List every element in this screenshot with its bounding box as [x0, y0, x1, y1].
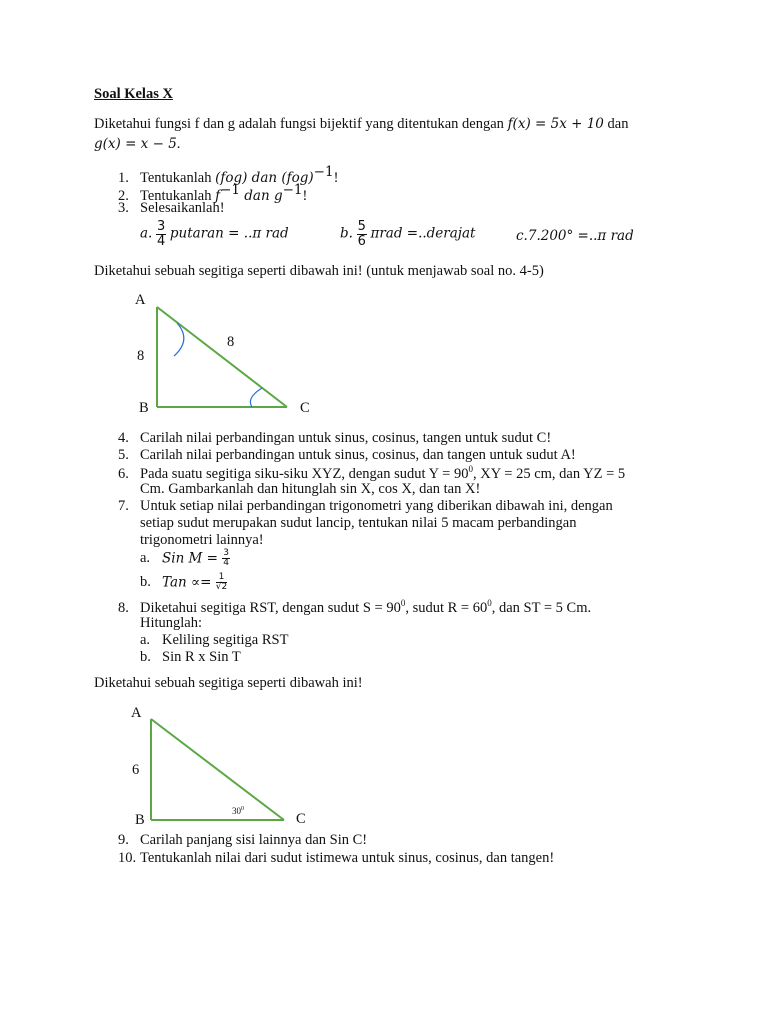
denominator: √2: [215, 582, 228, 593]
question-8: [118, 598, 591, 617]
question-text: Untuk setiap nilai perbandingan trigonometri yang diberikan dibawah ini, dengan: [140, 498, 613, 514]
numerator: 1: [216, 573, 227, 583]
question-text: Pada suatu segitiga siku-siku XYZ, dengan sudut Y = 90: [140, 465, 469, 482]
question-text-end: , dan ST = 5 Cm.: [491, 599, 592, 616]
item-label: b.: [140, 649, 151, 665]
question-text: Selesaikanlah!: [140, 200, 225, 216]
item-text: Sin R x Sin T: [162, 649, 241, 665]
question-text: Carilah nilai perbandingan untuk sinus, cosinus, tangen untuk sudut C!: [140, 430, 552, 446]
item-label: b.: [340, 225, 353, 242]
denominator: 4: [223, 558, 230, 569]
item-text: Keliling segitiga RST: [162, 632, 289, 648]
question-text: Carilah panjang sisi lainnya dan Sin C!: [140, 832, 368, 848]
question-4: [118, 430, 551, 447]
angle-c-label: [232, 806, 244, 816]
angle-value: 30: [232, 806, 241, 816]
fraction: [222, 549, 230, 569]
denominator: 4: [156, 233, 166, 249]
question-number: 1.: [118, 169, 129, 186]
angle-a-arc: [174, 323, 184, 356]
question-8-a: [140, 632, 288, 649]
question-7-line-2: setiap sudut merupakan sudut lancip, tentukan nilai 5 macam perbandingan: [140, 515, 577, 531]
vertex-b-label: B: [139, 400, 149, 416]
item-expression: putaran = ..π rad: [169, 225, 289, 242]
question-text: Tentukanlah: [140, 187, 216, 204]
item-label: a.: [140, 550, 151, 567]
question-number: 8.: [118, 599, 129, 616]
page-title: Soal Kelas X: [94, 86, 173, 102]
question-end: !: [302, 187, 308, 204]
fraction: [216, 573, 227, 593]
degree-superscript: 0: [487, 598, 492, 608]
side-ac-length: 8: [227, 334, 235, 350]
degree-superscript: 0: [468, 464, 473, 474]
item-expression: c.7.200° =..π rad: [516, 228, 634, 244]
triangle-2-intro: Diketahui sebuah segitiga seperti dibawah ini!: [94, 675, 363, 691]
vertex-c-label: C: [300, 400, 310, 416]
item-expression: Sin M =: [162, 550, 223, 567]
question-6-line-2: Cm. Gambarkanlah dan hitunglah sin X, cos X, dan tan X!: [140, 481, 481, 497]
question-8-line-2: Hitunglah:: [140, 615, 203, 631]
inverse-superscript: −1: [282, 182, 303, 198]
item-expression: Tan ∝=: [162, 574, 216, 591]
question-text: Carilah nilai perbandingan untuk sinus, cosinus, dan tangen untuk sudut A!: [140, 447, 576, 463]
question-number: 10.: [118, 850, 137, 866]
question-text-cont: , sudut R = 60: [405, 599, 488, 616]
f-expression: f(x) = 5x + 10: [507, 116, 604, 132]
question-7-b: [140, 573, 227, 593]
question-8-b: [140, 649, 241, 666]
vertex-b-label-2: B: [135, 812, 145, 828]
question-text-cont: , XY = 25 cm, dan YZ = 5: [472, 465, 626, 482]
intro-end: .: [176, 136, 181, 152]
question-number: 9.: [118, 832, 129, 848]
question-7-a: [140, 549, 230, 569]
degree-superscript: 0: [241, 806, 244, 812]
numerator: 3: [156, 219, 166, 234]
intro-text: Diketahui fungsi f dan g adalah fungsi bijektif yang ditentukan dengan: [94, 116, 508, 132]
intro-suffix: dan: [603, 116, 629, 132]
inverse-superscript: −1: [313, 164, 334, 180]
degree-superscript: 0: [400, 598, 406, 608]
item-label: a.: [140, 632, 151, 648]
question-7: [118, 498, 613, 515]
question-6: [118, 464, 625, 483]
question-10: [118, 850, 554, 867]
fog-expression: (fog) dan (fog): [215, 169, 314, 186]
question-number: 7.: [118, 498, 129, 514]
inverse-superscript: −1: [220, 182, 240, 198]
question-number: 2.: [118, 187, 129, 204]
vertex-c-label-2: C: [296, 811, 306, 827]
question-number: 6.: [118, 465, 129, 482]
question-7-line-3: trigonometri lainnya!: [140, 532, 264, 548]
side-ac: [157, 307, 287, 407]
side-ab-length: 8: [137, 348, 145, 364]
question-number: 5.: [118, 447, 129, 463]
numerator: 3: [223, 548, 230, 558]
question-text: Diketahui segitiga RST, dengan sudut S = 90: [140, 599, 401, 616]
question-text: Tentukanlah: [140, 169, 216, 186]
item-expression: πrad =..derajat: [370, 225, 476, 242]
question-9: [118, 832, 367, 849]
angle-c-arc: [250, 388, 262, 407]
triangle-1-intro: Diketahui sebuah segitiga seperti dibawah ini! (untuk menjawab soal no. 4-5): [94, 263, 544, 279]
numerator: 5: [357, 219, 366, 234]
item-label: b.: [140, 574, 151, 591]
g-inverse: dan g: [240, 187, 283, 204]
f-inverse: f: [215, 187, 221, 204]
question-text: Tentukanlah nilai dari sudut istimewa untuk sinus, cosinus, dan tangen!: [140, 850, 555, 866]
question-number: 3.: [118, 200, 129, 216]
question-5: [118, 447, 576, 464]
side-ac-2: [151, 719, 284, 820]
vertex-a-label-2: A: [131, 705, 142, 721]
side-ab-length-2: 6: [132, 762, 140, 778]
question-end: !: [333, 169, 339, 186]
g-expression: g(x) = x − 5: [94, 136, 177, 152]
item-label: a.: [140, 225, 153, 242]
denominator: 6: [357, 233, 366, 249]
vertex-a-label: A: [135, 292, 146, 308]
question-number: 4.: [118, 430, 129, 446]
